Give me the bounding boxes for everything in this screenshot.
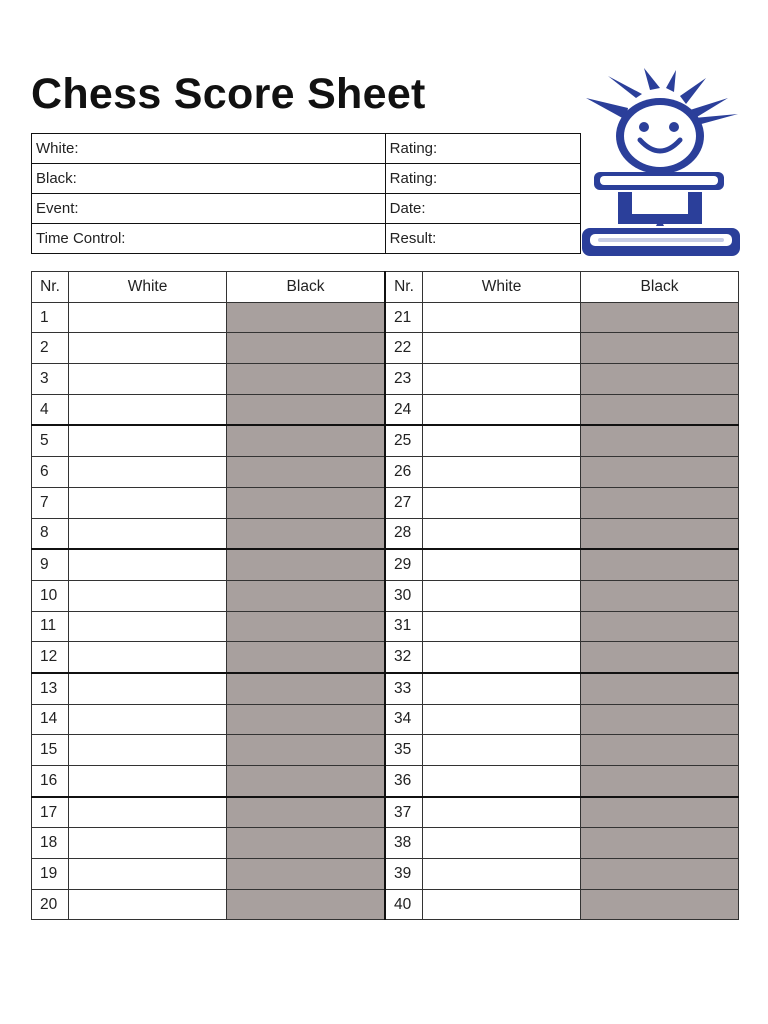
move-row [32, 394, 739, 425]
white-move-cell[interactable] [423, 487, 581, 518]
move-number-right: 32 [385, 642, 423, 673]
move-row [32, 642, 739, 673]
move-number-right: 29 [385, 549, 423, 580]
white-move-cell[interactable] [69, 704, 227, 735]
white-move-cell[interactable] [69, 333, 227, 364]
white-move-cell[interactable] [69, 394, 227, 425]
move-number-right: 31 [385, 611, 423, 642]
white-move-cell[interactable] [423, 611, 581, 642]
white-move-cell[interactable] [69, 302, 227, 333]
black-move-cell[interactable] [227, 735, 386, 766]
white-move-cell[interactable] [423, 364, 581, 395]
black-move-cell[interactable] [581, 859, 739, 890]
white-move-cell[interactable] [69, 828, 227, 859]
white-move-cell[interactable] [69, 859, 227, 890]
move-number-right: 21 [385, 302, 423, 333]
move-row [32, 735, 739, 766]
black-move-cell[interactable] [581, 611, 739, 642]
black-player-field[interactable]: Black: [32, 164, 386, 194]
black-move-cell[interactable] [227, 549, 386, 580]
black-move-cell[interactable] [581, 549, 739, 580]
time-control-field[interactable]: Time Control: [32, 224, 386, 254]
black-move-cell[interactable] [581, 642, 739, 673]
black-move-cell[interactable] [227, 580, 386, 611]
black-move-cell[interactable] [227, 642, 386, 673]
white-move-cell[interactable] [423, 642, 581, 673]
black-move-cell[interactable] [227, 487, 386, 518]
move-number-right: 35 [385, 735, 423, 766]
white-move-cell[interactable] [423, 704, 581, 735]
black-move-cell[interactable] [581, 518, 739, 549]
move-number-right: 25 [385, 425, 423, 456]
game-info-table [31, 133, 581, 254]
white-move-cell[interactable] [69, 642, 227, 673]
date-field[interactable]: Date: [385, 194, 580, 224]
move-number-right: 36 [385, 766, 423, 797]
move-number-left: 16 [32, 766, 69, 797]
move-number-left: 4 [32, 394, 69, 425]
black-move-cell[interactable] [227, 518, 386, 549]
move-number-right: 37 [385, 797, 423, 828]
white-move-cell[interactable] [69, 673, 227, 704]
header-white-left: White [69, 272, 227, 303]
white-move-cell[interactable] [69, 889, 227, 920]
black-move-cell[interactable] [227, 425, 386, 456]
move-row [32, 364, 739, 395]
black-move-cell[interactable] [581, 487, 739, 518]
white-move-cell[interactable] [69, 425, 227, 456]
white-move-cell[interactable] [423, 302, 581, 333]
black-move-cell[interactable] [227, 611, 386, 642]
move-row [32, 859, 739, 890]
black-move-cell[interactable] [581, 735, 739, 766]
black-move-cell[interactable] [227, 302, 386, 333]
black-move-cell[interactable] [227, 704, 386, 735]
header-black-left: Black [227, 272, 386, 303]
move-number-left: 9 [32, 549, 69, 580]
move-row [32, 704, 739, 735]
white-move-cell[interactable] [423, 828, 581, 859]
smiling-chess-king-icon [578, 68, 744, 260]
black-rating-field[interactable]: Rating: [385, 164, 580, 194]
white-move-cell[interactable] [69, 797, 227, 828]
black-move-cell[interactable] [227, 797, 386, 828]
black-move-cell[interactable] [581, 673, 739, 704]
black-move-cell[interactable] [581, 766, 739, 797]
white-rating-field[interactable]: Rating: [385, 134, 580, 164]
move-row [32, 487, 739, 518]
black-move-cell[interactable] [581, 302, 739, 333]
black-move-cell[interactable] [227, 859, 386, 890]
move-number-right: 27 [385, 487, 423, 518]
white-move-cell[interactable] [69, 766, 227, 797]
move-number-left: 1 [32, 302, 69, 333]
move-row [32, 302, 739, 333]
black-move-cell[interactable] [227, 828, 386, 859]
move-number-left: 8 [32, 518, 69, 549]
white-move-cell[interactable] [423, 457, 581, 488]
move-row [32, 457, 739, 488]
move-number-left: 19 [32, 859, 69, 890]
white-move-cell[interactable] [69, 364, 227, 395]
black-move-cell[interactable] [581, 797, 739, 828]
page-title: Chess Score Sheet [31, 70, 426, 118]
move-row [32, 766, 739, 797]
move-number-left: 7 [32, 487, 69, 518]
move-number-right: 22 [385, 333, 423, 364]
move-row [32, 425, 739, 456]
move-number-left: 10 [32, 580, 69, 611]
white-move-cell[interactable] [423, 580, 581, 611]
move-number-left: 6 [32, 457, 69, 488]
header-white-right: White [423, 272, 581, 303]
white-move-cell[interactable] [69, 487, 227, 518]
white-move-cell[interactable] [69, 580, 227, 611]
black-move-cell[interactable] [581, 457, 739, 488]
black-move-cell[interactable] [581, 580, 739, 611]
black-move-cell[interactable] [581, 394, 739, 425]
moves-header-row [32, 272, 739, 303]
move-number-right: 23 [385, 364, 423, 395]
black-move-cell[interactable] [581, 828, 739, 859]
black-move-cell[interactable] [227, 394, 386, 425]
black-move-cell[interactable] [581, 425, 739, 456]
move-number-right: 34 [385, 704, 423, 735]
white-move-cell[interactable] [69, 735, 227, 766]
white-move-cell[interactable] [423, 735, 581, 766]
move-number-right: 38 [385, 828, 423, 859]
black-move-cell[interactable] [581, 889, 739, 920]
move-row [32, 611, 739, 642]
black-move-cell[interactable] [227, 333, 386, 364]
move-row [32, 518, 739, 549]
move-number-left: 12 [32, 642, 69, 673]
white-move-cell[interactable] [423, 797, 581, 828]
move-number-right: 26 [385, 457, 423, 488]
move-row [32, 828, 739, 859]
move-row [32, 673, 739, 704]
black-move-cell[interactable] [227, 673, 386, 704]
white-move-cell[interactable] [423, 518, 581, 549]
move-number-left: 17 [32, 797, 69, 828]
move-row [32, 549, 739, 580]
move-number-right: 30 [385, 580, 423, 611]
white-move-cell[interactable] [423, 333, 581, 364]
black-move-cell[interactable] [581, 364, 739, 395]
header-nr-right: Nr. [385, 272, 423, 303]
white-move-cell[interactable] [423, 394, 581, 425]
move-number-right: 24 [385, 394, 423, 425]
white-move-cell[interactable] [423, 766, 581, 797]
black-move-cell[interactable] [581, 333, 739, 364]
header-nr-left: Nr. [32, 272, 69, 303]
move-number-left: 14 [32, 704, 69, 735]
move-row [32, 797, 739, 828]
white-move-cell[interactable] [69, 457, 227, 488]
move-row [32, 333, 739, 364]
move-number-right: 40 [385, 889, 423, 920]
move-number-left: 5 [32, 425, 69, 456]
white-move-cell[interactable] [423, 425, 581, 456]
move-number-left: 11 [32, 611, 69, 642]
white-move-cell[interactable] [423, 549, 581, 580]
black-move-cell[interactable] [581, 704, 739, 735]
event-field[interactable]: Event: [32, 194, 386, 224]
white-move-cell[interactable] [69, 549, 227, 580]
result-field[interactable]: Result: [385, 224, 580, 254]
white-move-cell[interactable] [69, 518, 227, 549]
black-move-cell[interactable] [227, 889, 386, 920]
moves-table [31, 271, 739, 920]
white-move-cell[interactable] [423, 889, 581, 920]
move-number-right: 39 [385, 859, 423, 890]
move-number-left: 20 [32, 889, 69, 920]
black-move-cell[interactable] [227, 364, 386, 395]
white-player-field[interactable]: White: [32, 134, 386, 164]
move-row [32, 889, 739, 920]
black-move-cell[interactable] [227, 766, 386, 797]
header-black-right: Black [581, 272, 739, 303]
move-number-left: 3 [32, 364, 69, 395]
move-number-right: 33 [385, 673, 423, 704]
move-number-right: 28 [385, 518, 423, 549]
move-number-left: 2 [32, 333, 69, 364]
move-number-left: 18 [32, 828, 69, 859]
white-move-cell[interactable] [423, 859, 581, 890]
white-move-cell[interactable] [423, 673, 581, 704]
move-number-left: 13 [32, 673, 69, 704]
black-move-cell[interactable] [227, 457, 386, 488]
move-row [32, 580, 739, 611]
move-number-left: 15 [32, 735, 69, 766]
white-move-cell[interactable] [69, 611, 227, 642]
